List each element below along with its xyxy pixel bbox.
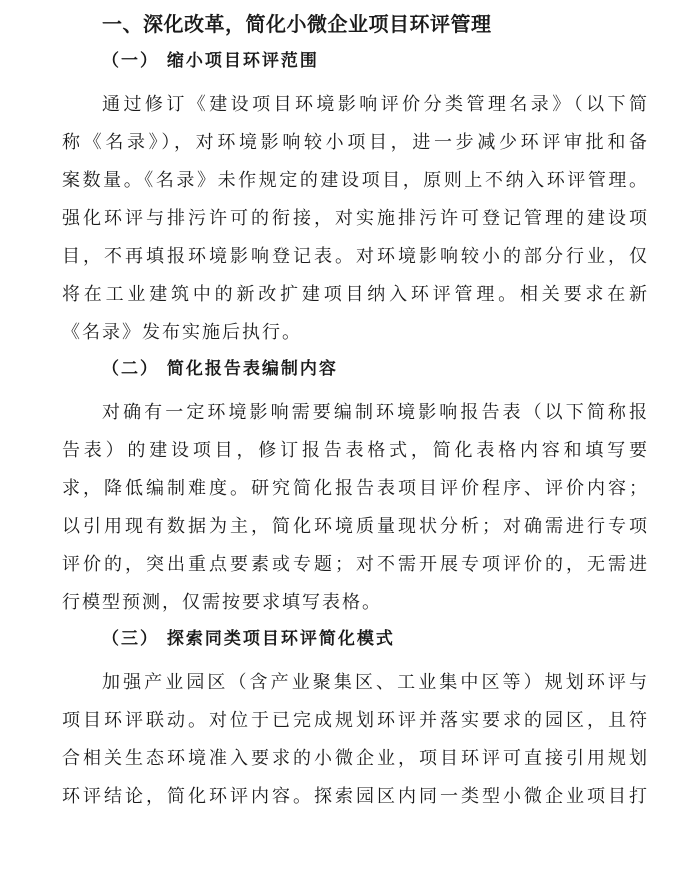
paragraph-line: 求，降低编制难度。研究简化报告表项目评价程序、评价内容；: [62, 478, 649, 499]
paragraph-line: 将在工业建筑中的新改扩建项目纳入环评管理。相关要求在新: [62, 284, 649, 305]
section-3: [62, 626, 649, 816]
section-2: [62, 356, 649, 622]
section-1: [62, 48, 649, 352]
paragraph-3: [62, 664, 649, 816]
paragraph-line: 强化环评与排污许可的衔接，对实施排污许可登记管理的建设项: [62, 208, 649, 229]
paragraph-line: 行模型预测，仅需按要求填写表格。: [62, 592, 382, 613]
paragraph-1: [62, 86, 649, 352]
paragraph-line: 对确有一定环境影响需要编制环境影响报告表（以下简称报: [102, 402, 649, 423]
paragraph-line: 环评结论，简化环评内容。探索园区内同一类型小微企业项目打: [62, 786, 649, 807]
paragraph-line: 以引用现有数据为主，简化环境质量现状分析；对确需进行专项: [62, 516, 649, 537]
paragraph-line: 目，不再填报环境影响登记表。对环境影响较小的部分行业，仅: [62, 246, 649, 267]
paragraph-line: 合相关生态环境准入要求的小微企业，项目环评可直接引用规划: [62, 748, 649, 769]
paragraph-line: 加强产业园区（含产业聚集区、工业集中区等）规划环评与: [102, 672, 649, 693]
section-heading: 一、深化改革，简化小微企业项目环评管理: [102, 12, 492, 36]
paragraph-line: 《名录》发布实施后执行。: [62, 322, 302, 343]
paragraph-line: 通过修订《建设项目环境影响评价分类管理名录》（以下简: [102, 94, 649, 115]
paragraph-2: [62, 394, 649, 622]
paragraph-line: 案数量。《名录》未作规定的建设项目，原则上不纳入环评管理。: [62, 170, 649, 191]
subsection-title-1: （一） 缩小项目环评范围: [102, 51, 319, 71]
paragraph-line: 项目环评联动。对位于已完成规划环评并落实要求的园区，且符: [62, 710, 649, 731]
paragraph-line: 评价的，突出重点要素或专题；对不需开展专项评价的，无需进: [62, 554, 649, 575]
paragraph-line: 称《名录》），对环境影响较小项目，进一步减少环评审批和备: [62, 132, 649, 153]
subsection-title-2: （二） 简化报告表编制内容: [102, 359, 338, 379]
paragraph-line: 告表）的建设项目，修订报告表格式，简化表格内容和填写要: [62, 440, 649, 461]
subsection-title-3: （三） 探索同类项目环评简化模式: [102, 629, 395, 649]
